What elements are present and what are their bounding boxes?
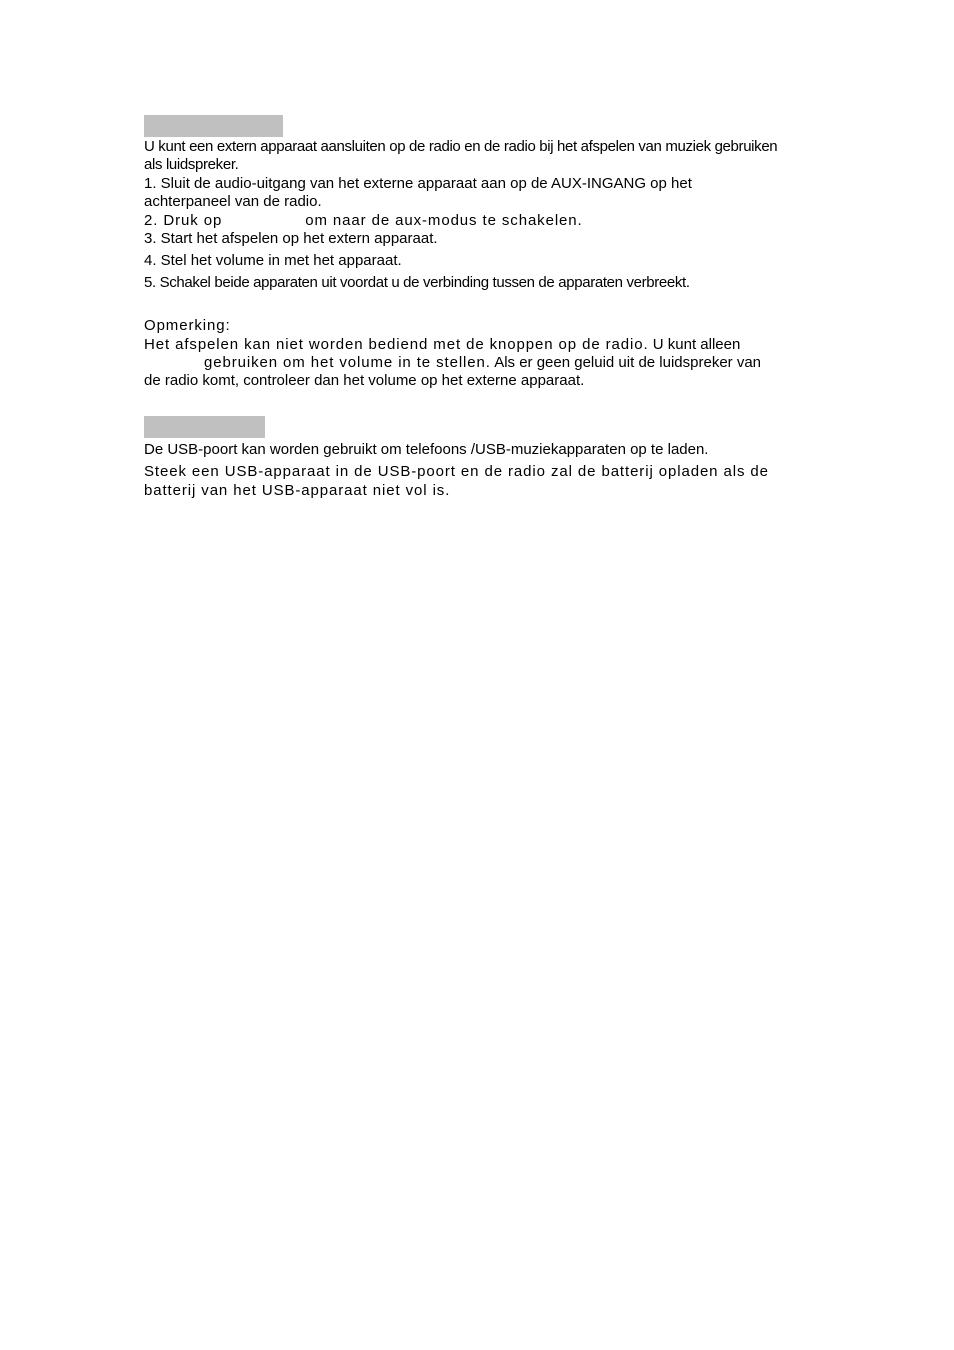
usb-line-2: Steek een USB-apparaat in de USB-poort en de radio zal de batterij opladen als de <box>144 463 769 480</box>
aux-step-2-suffix: om naar de aux-modus te schakelen. <box>305 212 583 229</box>
aux-step-4: 4. Stel het volume in met het apparaat. <box>144 252 402 269</box>
note-line-2-part-2: Als er geen geluid uit de luidspreker van <box>494 354 762 371</box>
aux-step-2-prefix: 2. Druk op <box>144 212 223 229</box>
aux-intro-line-2: als luidspreker. <box>144 156 239 173</box>
note-line-1-part-2: U kunt alleen <box>652 336 741 353</box>
note-line-2-part-1: gebruiken om het volume in te stellen. <box>204 354 491 371</box>
aux-step-2 <box>144 212 583 230</box>
usb-section-heading-bar <box>144 416 265 438</box>
aux-step-1-line-1: 1. Sluit de audio-uitgang van het externe apparaat aan op de AUX-INGANG op het <box>144 175 692 192</box>
note-line-2 <box>204 354 761 372</box>
note-line-1-part-1: Het afspelen kan niet worden bediend met de knoppen op de radio. <box>144 336 649 353</box>
usb-line-3: batterij van het USB-apparaat niet vol is. <box>144 482 451 499</box>
aux-section-heading-bar <box>144 115 283 137</box>
aux-intro-line-1: U kunt een extern apparaat aansluiten op de radio en de radio bij het afspelen van muziek gebruiken <box>144 138 778 155</box>
note-line-3: de radio komt, controleer dan het volume op het externe apparaat. <box>144 372 585 389</box>
usb-line-1: De USB-poort kan worden gebruikt om telefoons /USB-muziekapparaten op te laden. <box>144 441 709 458</box>
note-line-1 <box>144 336 740 354</box>
aux-step-5: 5. Schakel beide apparaten uit voordat u de verbinding tussen de apparaten verbreekt. <box>144 274 690 291</box>
note-label: Opmerking: <box>144 317 231 334</box>
aux-step-3: 3. Start het afspelen op het extern apparaat. <box>144 230 438 247</box>
aux-step-1-line-2: achterpaneel van de radio. <box>144 193 322 210</box>
